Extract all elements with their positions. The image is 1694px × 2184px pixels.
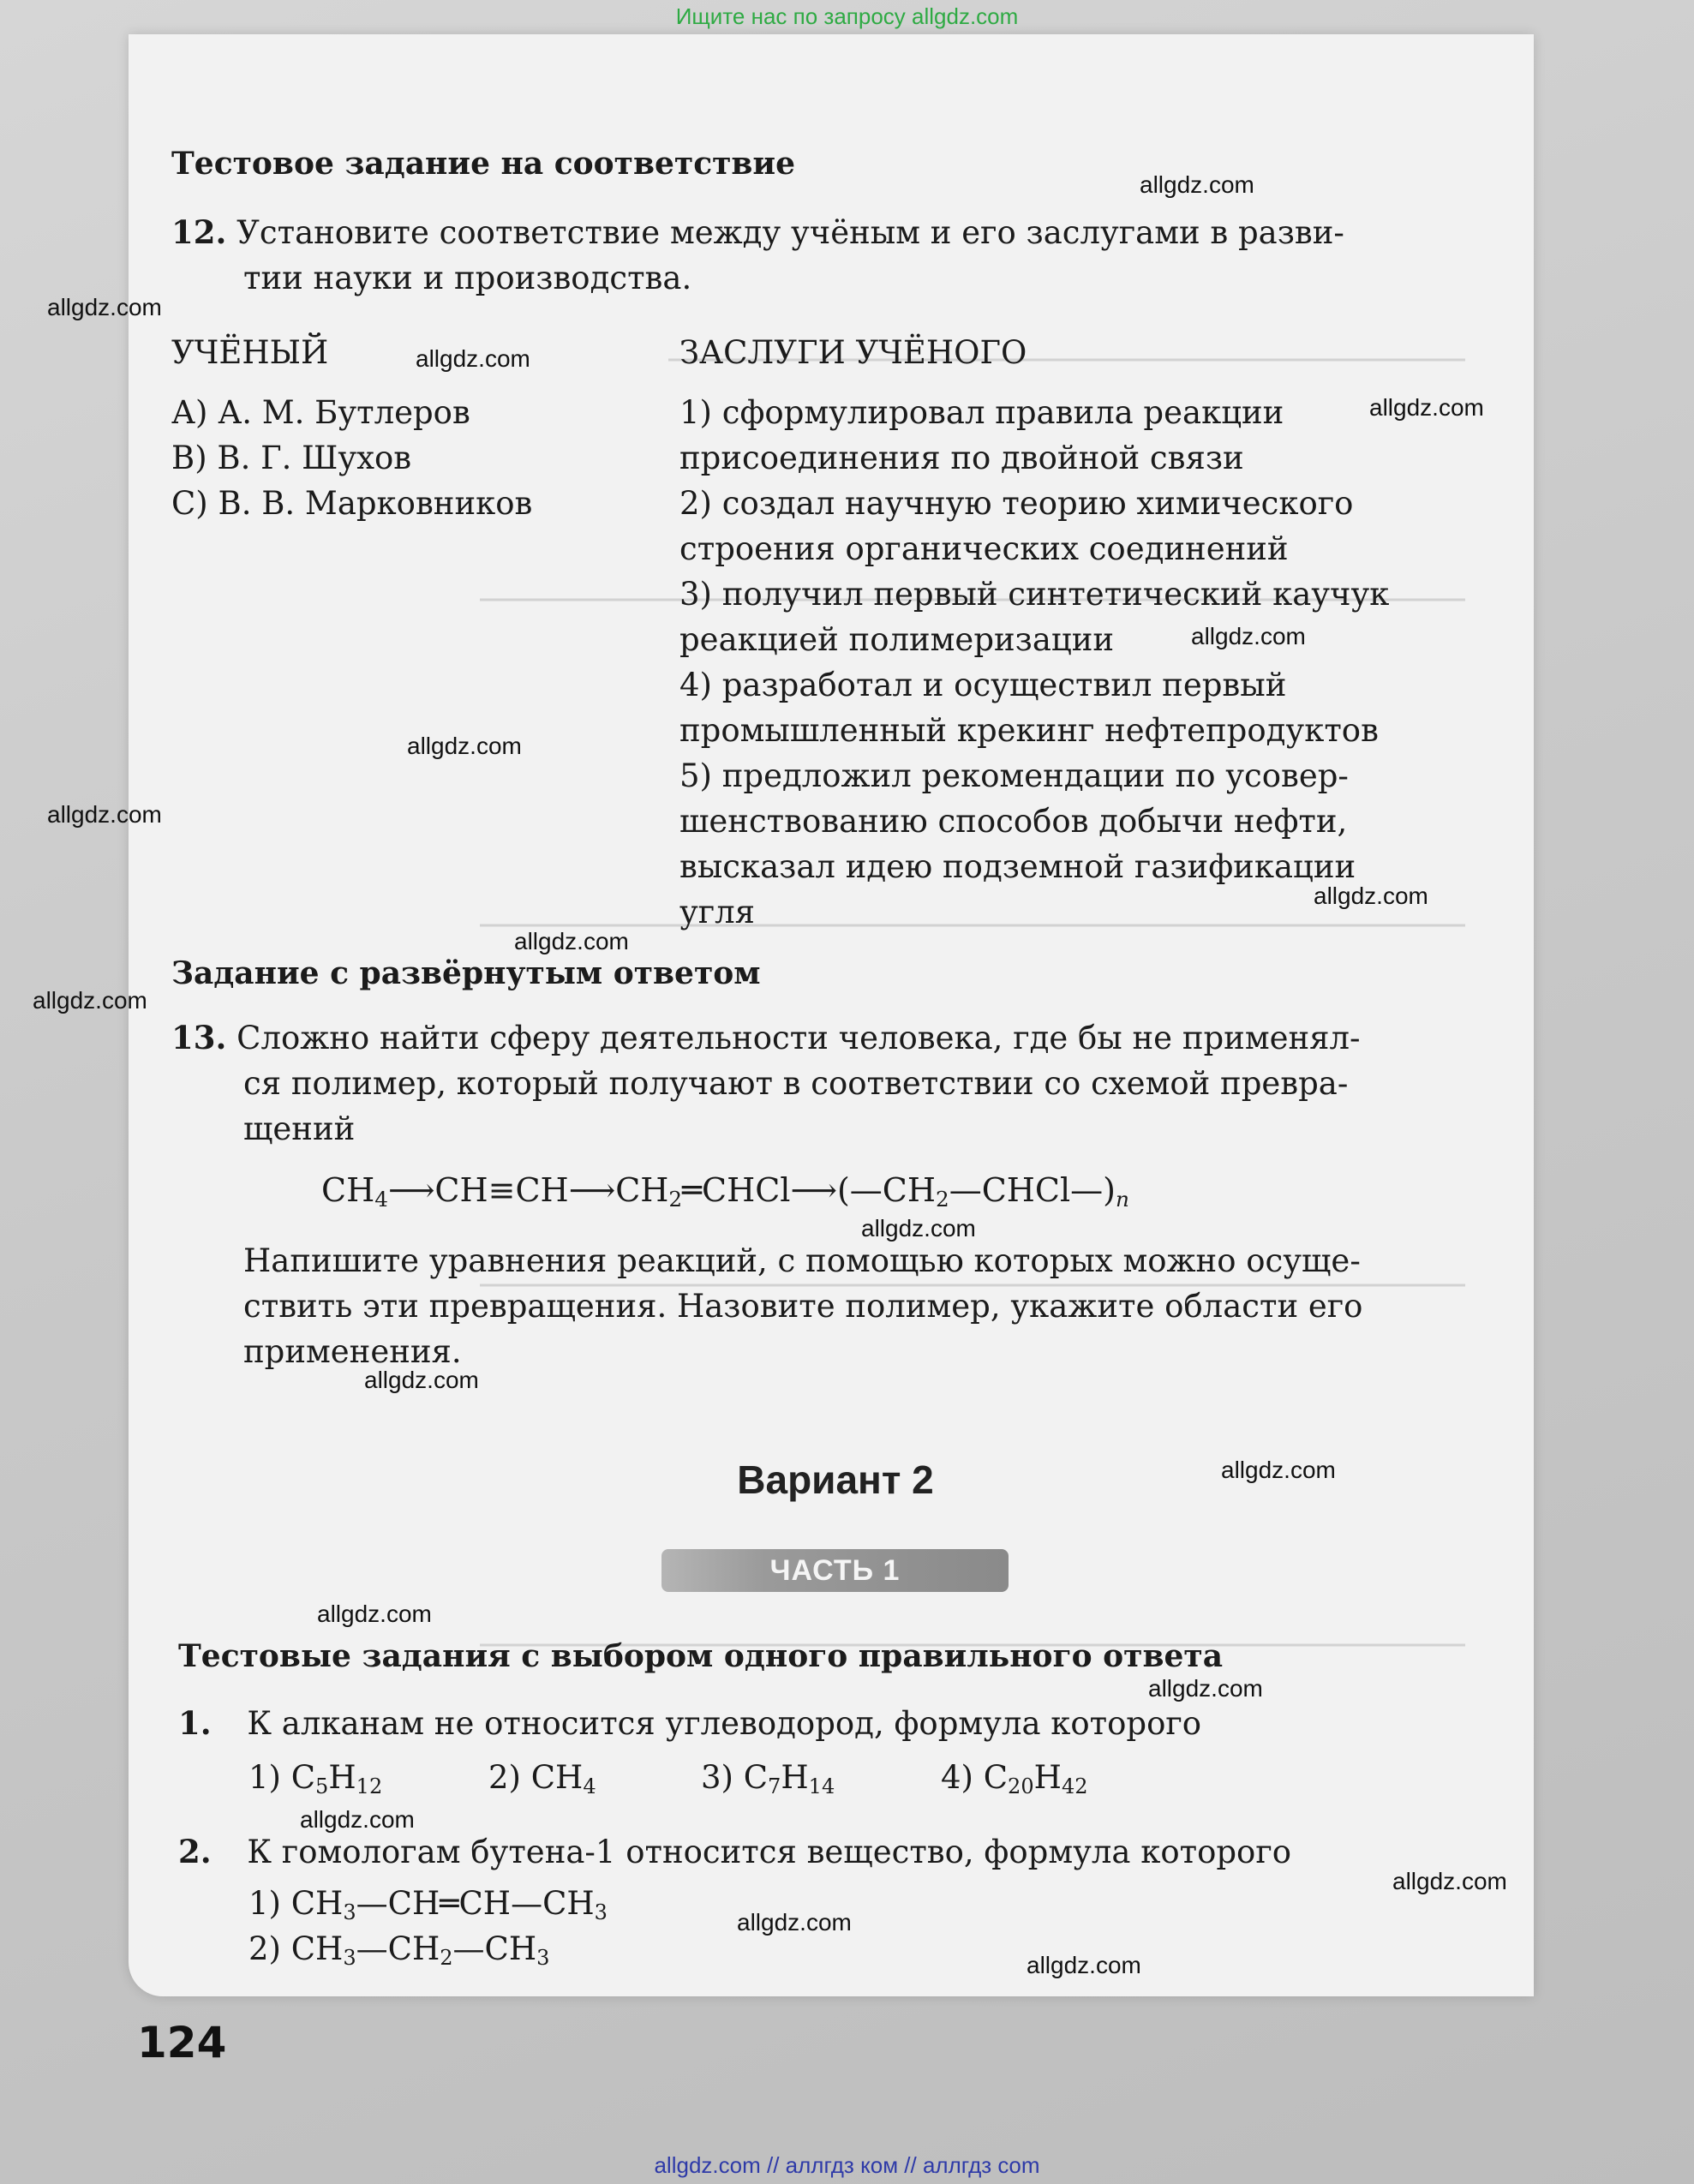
q2-number: 2.: [178, 1833, 212, 1870]
merit-line: 4) разработал и осуществил первый: [679, 667, 1287, 703]
q2-option-2: 2) $CH_3—CH_2—CH_3$: [248, 1930, 550, 1970]
watermark: allgdz.com: [737, 1909, 852, 1936]
watermark: allgdz.com: [1392, 1868, 1507, 1894]
watermark: allgdz.com: [1369, 394, 1484, 421]
watermark: allgdz.com: [300, 1806, 415, 1833]
arrow-icon: ⟶: [568, 1171, 616, 1209]
task12-number: 12.: [171, 213, 227, 251]
question-1: [178, 1701, 1201, 1746]
task12-question-text: Установите соответствие между учёным и его заслугами в разви-: [236, 214, 1344, 251]
merit-line: 3) получил первый синтетический каучук: [679, 576, 1390, 613]
q1-text: К алканам не относится углеводород, формула которого: [247, 1705, 1202, 1742]
task13-number: 13.: [171, 1019, 227, 1056]
task13-line1: [171, 1015, 1361, 1061]
q1-option-4: 4) $C_{20}H_{42}$: [941, 1759, 1088, 1798]
scientist-a: А) А. М. Бутлеров: [171, 394, 470, 431]
q1-option-1: 1) $C_5H_{12}$: [248, 1759, 383, 1798]
watermark: allgdz.com: [1148, 1675, 1263, 1702]
section-title-matching: Тестовое задание на соответствие: [171, 146, 796, 182]
task13-text: Сложно найти сферу деятельности человека, где бы не применял-: [236, 1020, 1361, 1056]
task12-question-line2: тии науки и производства.: [243, 260, 692, 296]
watermark: allgdz.com: [47, 294, 162, 320]
task13-line3: щений: [243, 1110, 356, 1147]
question-2: [178, 1829, 1291, 1875]
merit-line: 5) предложил рекомендации по усовер-: [679, 757, 1349, 794]
watermark: allgdz.com: [1314, 883, 1428, 909]
bottom-banner[interactable]: allgdz.com // аллгдз ком // аллгдз com: [654, 2152, 1040, 2178]
merit-line: строения органических соединений: [679, 530, 1289, 567]
section-title-extended: Задание с развёрнутым ответом: [171, 955, 761, 991]
scientist-b: В) В. Г. Шухов: [171, 440, 412, 476]
watermark: allgdz.com: [416, 345, 530, 372]
task13-instruction-line: ствить эти превращения. Назовите полимер, укажите области его: [243, 1288, 1363, 1325]
scheme-vinyl-chloride: $CH_2═CHCl$: [615, 1171, 791, 1212]
variant-title: Вариант 2: [737, 1457, 934, 1502]
task13-instruction-line: Напишите уравнения реакций, с помощью которых можно осуще-: [243, 1242, 1361, 1279]
watermark: allgdz.com: [1191, 623, 1306, 649]
watermark: allgdz.com: [1027, 1952, 1141, 1978]
arrow-icon: ⟶: [790, 1171, 837, 1209]
merit-line: присоединения по двойной связи: [679, 440, 1244, 476]
scheme-methane: $CH_4$: [321, 1171, 388, 1212]
q2-option-1: 1) $CH_3—CH═CH—CH_3$: [248, 1885, 608, 1924]
watermark: allgdz.com: [514, 928, 629, 954]
part-badge: ЧАСТЬ 1: [661, 1549, 1009, 1592]
watermark: allgdz.com: [47, 801, 162, 828]
merit-line: 2) создал научную теорию химического: [679, 485, 1354, 522]
scientist-c: С) В. В. Марковников: [171, 485, 533, 522]
q1-option-3: 3) $C_7H_{14}$: [701, 1759, 835, 1798]
merit-line: шенствованию способов добычи нефти,: [679, 803, 1348, 840]
reaction-scheme: [321, 1171, 1129, 1212]
watermark: allgdz.com: [1221, 1457, 1336, 1483]
task13-instruction-line: применения.: [243, 1333, 462, 1370]
merit-line: угля: [679, 894, 756, 930]
q1-number: 1.: [178, 1704, 212, 1742]
watermark: allgdz.com: [407, 733, 522, 759]
merit-line: 1) сформулировал правила реакции: [679, 394, 1284, 431]
merit-line: реакцией полимеризации: [679, 621, 1115, 658]
merit-line: промышленный крекинг нефтепродуктов: [679, 712, 1379, 749]
scientist-column-header: УЧЁНЫЙ: [171, 334, 329, 371]
scheme-acetylene: CH≡CH: [434, 1171, 569, 1209]
page-number: 124: [137, 2018, 227, 2067]
section-title-single-choice: Тестовые задания с выбором одного правильного ответа: [178, 1638, 1224, 1674]
watermark: allgdz.com: [364, 1367, 479, 1393]
watermark: allgdz.com: [861, 1215, 976, 1242]
scheme-polymer: $(—CH_2—CHCl—)_n$: [836, 1171, 1129, 1212]
watermark: allgdz.com: [33, 987, 147, 1014]
task12-question-line1: [171, 210, 1344, 255]
arrow-icon: ⟶: [387, 1171, 435, 1209]
watermark: allgdz.com: [317, 1601, 432, 1627]
watermark: allgdz.com: [1140, 171, 1254, 198]
q2-text: К гомологам бутена-1 относится вещество, формула которого: [247, 1834, 1291, 1870]
merit-line: высказал идею подземной газификации: [679, 848, 1356, 885]
merits-column-header: ЗАСЛУГИ УЧЁНОГО: [679, 334, 1027, 371]
top-banner[interactable]: Ищите нас по запросу allgdz.com: [675, 3, 1019, 29]
q1-option-2: 2) $CH_4$: [488, 1759, 596, 1798]
task13-line2: ся полимер, который получают в соответствии со схемой превра-: [243, 1065, 1349, 1102]
